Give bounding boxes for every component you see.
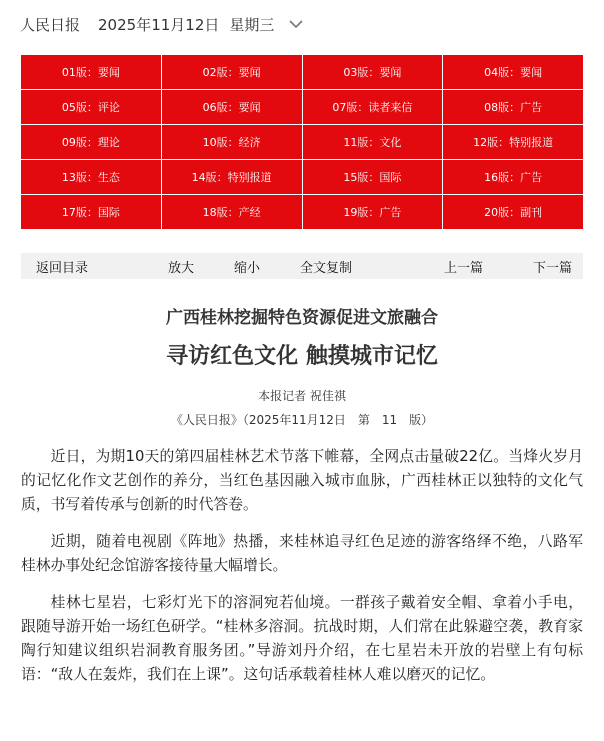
page-link[interactable]: 12版：特别报道 — [443, 125, 583, 159]
previous-article-link[interactable]: 上一篇 — [444, 261, 484, 276]
page-index-grid — [21, 55, 583, 229]
page-link[interactable]: 01版：要闻 — [21, 55, 161, 89]
page-link[interactable]: 17版：国际 — [21, 195, 161, 229]
article-paragraph: 近日，为期10天的第四届桂林艺术节落下帷幕，全网点击量破22亿。当烽火岁月的记忆化作文艺创作的养分，当红色基因融入城市血脉，广西桂林正以独特的文化气质，书写着传承与创新的时代答卷。 — [21, 448, 583, 513]
article-body — [21, 445, 583, 700]
page-link[interactable]: 15版：国际 — [303, 160, 443, 194]
chevron-down-icon[interactable] — [288, 16, 304, 32]
page-link[interactable]: 13版：生态 — [21, 160, 161, 194]
article-toolbar — [21, 253, 583, 279]
copy-full-text-button[interactable]: 全文复制 — [300, 261, 353, 276]
page-link[interactable]: 20版：副刊 — [443, 195, 583, 229]
zoom-out-button[interactable]: 缩小 — [234, 261, 261, 276]
edition-weekday: 星期三 — [229, 15, 275, 34]
page-link[interactable]: 18版：产经 — [162, 195, 302, 229]
page-link[interactable]: 08版：广告 — [443, 90, 583, 124]
article-paragraph: 近期，随着电视剧《阵地》热播，来桂林追寻红色足迹的游客络绎不绝，八路军桂林办事处纪念馆游客接待量大幅增长。 — [21, 533, 583, 574]
page-link[interactable]: 05版：评论 — [21, 90, 161, 124]
page-link[interactable]: 10版：经济 — [162, 125, 302, 159]
zoom-in-button[interactable]: 放大 — [168, 261, 195, 276]
newspaper-name: 人民日报 — [20, 15, 81, 34]
article-paragraph: 桂林七星岩，七彩灯光下的溶洞宛若仙境。一群孩子戴着安全帽、拿着小手电，跟随导游开始一场红色研学。“桂林多溶洞。抗战时期，人们常在此躲避空袭，教育家陶行知建议组织岩洞教育服务团。”导游刘丹介绍，在七星岩未开放的岩壁上有句标语：“敌人在轰炸，我们在上课”。这句话承载着桂林人难以磨灭的记忆。 — [21, 594, 583, 683]
page-link[interactable]: 02版：要闻 — [162, 55, 302, 89]
page-link[interactable]: 07版：读者来信 — [303, 90, 443, 124]
page-link[interactable]: 04版：要闻 — [443, 55, 583, 89]
page-link[interactable]: 16版：广告 — [443, 160, 583, 194]
page-link[interactable]: 06版：要闻 — [162, 90, 302, 124]
page-link[interactable]: 11版：文化 — [303, 125, 443, 159]
page-link[interactable]: 09版：理论 — [21, 125, 161, 159]
page-link[interactable]: 14版：特别报道 — [162, 160, 302, 194]
article-byline: 本报记者 祝佳祺 — [258, 389, 346, 403]
edition-date: 2025年11月12日 — [98, 15, 220, 34]
edition-header — [20, 12, 304, 36]
article-headline: 寻访红色文化 触摸城市记忆 — [166, 344, 438, 369]
page-link[interactable]: 03版：要闻 — [303, 55, 443, 89]
page-link[interactable]: 19版：广告 — [303, 195, 443, 229]
article-source: 《人民日报》（2025年11月12日 第 11 版） — [170, 413, 434, 427]
back-to-index-link[interactable]: 返回目录 — [36, 261, 89, 276]
article-kicker: 广西桂林挖掘特色资源促进文旅融合 — [166, 308, 438, 328]
next-article-link[interactable]: 下一篇 — [533, 261, 573, 276]
